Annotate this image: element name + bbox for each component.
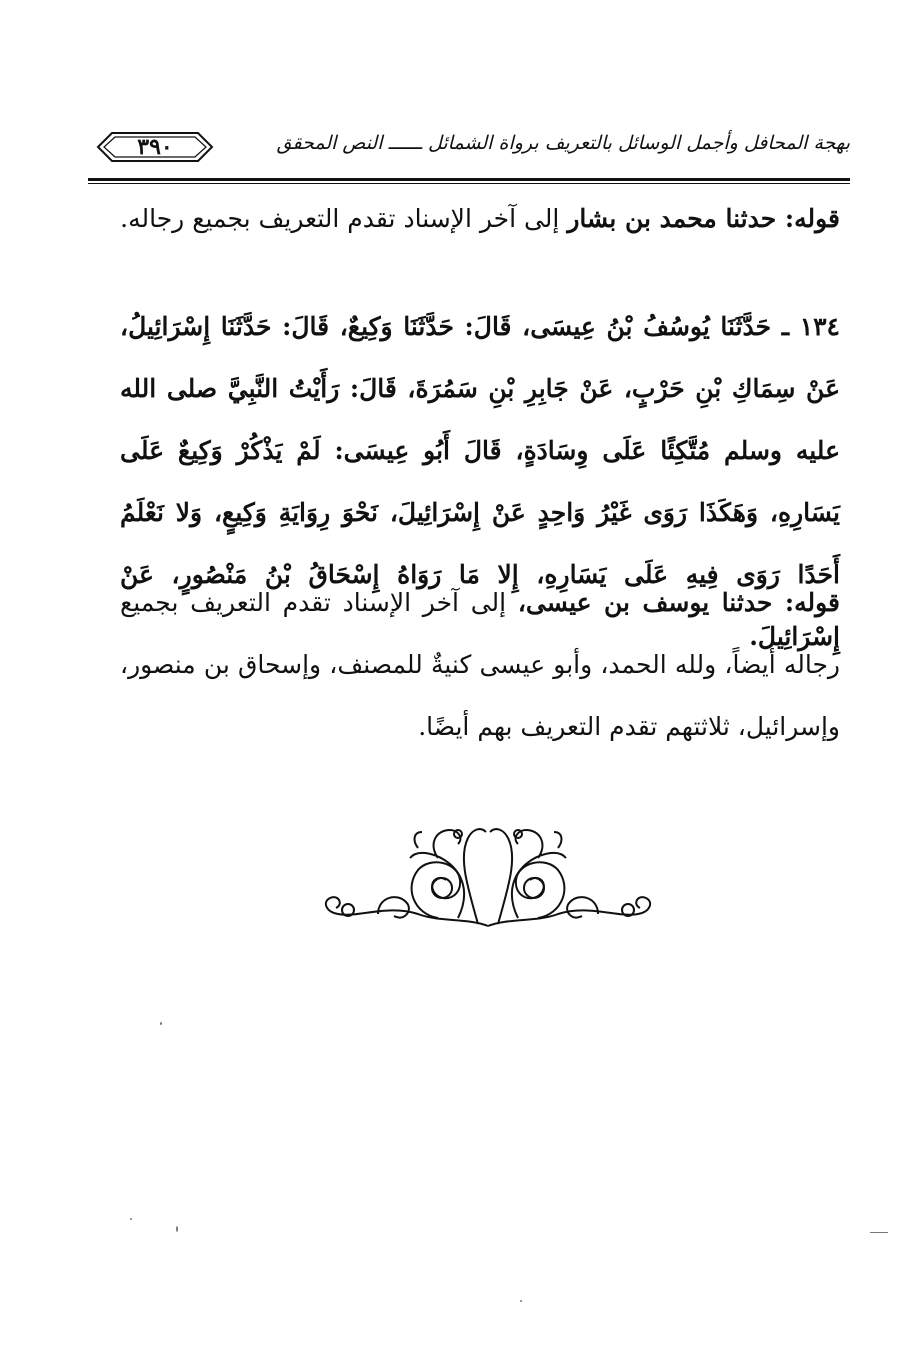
commentary-paragraph-1	[120, 188, 840, 250]
page-number-badge	[96, 130, 214, 164]
hadith-text: ١٣٤ ـ حَدَّثَنَا يُوسُفُ بْنُ عِيسَى، قَالَ: حَدَّثَنَا وَكِيعٌ، قَالَ: حَدَّثَنَا إِسْرَائِيلُ، عَنْ سِمَاكِ بْنِ حَرْبٍ، عَنْ جَابِرِ بْنِ سَمُرَةَ، قَالَ: رَأَيْتُ النَّبِيَّ صلى الله عليه وسلم مُتَّكِئًا عَلَى وِسَادَةٍ، قَالَ أَبُو عِيسَى: لَمْ يَذْكُرْ وَكِيعٌ عَلَى يَسَارِهِ، وَهَكَذَا رَوَى غَيْرُ وَاحِدٍ عَنْ إِسْرَائِيلَ، نَحْوَ رِوَايَةِ وَكِيعٍ، وَلا نَعْلَمُ أَحَدًا رَوَى فِيهِ عَلَى يَسَارِهِ، إِلا مَا رَوَاهُ إِسْحَاقُ بْنُ مَنْصُورٍ، عَنْ إِسْرَائِيلَ.	[120, 312, 840, 651]
commentary-text: إلى آخر الإسناد تقدم التعريف بجميع رجاله أيضاً، ولله الحمد، وأبو عيسى كنيةٌ للمصنف، وإسحاق بن منصور، وإسرائيل، ثلاثتهم تقدم التعريف بهم أيضًا.	[120, 588, 840, 741]
scan-speck	[520, 1300, 522, 1302]
commentary-text: إلى آخر الإسناد تقدم التعريف بجميع رجاله.	[120, 204, 568, 233]
header-rule	[88, 178, 850, 181]
commentary-lead: قوله: حدثنا محمد بن بشار	[567, 204, 840, 233]
running-title: بهجة المحافل وأجمل الوسائل بالتعريف برواة الشمائل ــــــ النص المحقق	[276, 132, 850, 154]
commentary-lead: قوله: حدثنا يوسف بن عيسى،	[517, 588, 840, 617]
scan-speck	[130, 1218, 132, 1220]
page-number: ٣٩٠	[137, 134, 173, 160]
scan-speck	[870, 1232, 888, 1233]
commentary-paragraph-2	[120, 572, 840, 758]
running-header	[88, 118, 850, 178]
floral-scroll-ornament-icon	[318, 818, 658, 934]
scan-speck	[160, 1022, 162, 1025]
header-rule-thin	[88, 183, 850, 184]
scan-speck	[176, 1226, 178, 1232]
